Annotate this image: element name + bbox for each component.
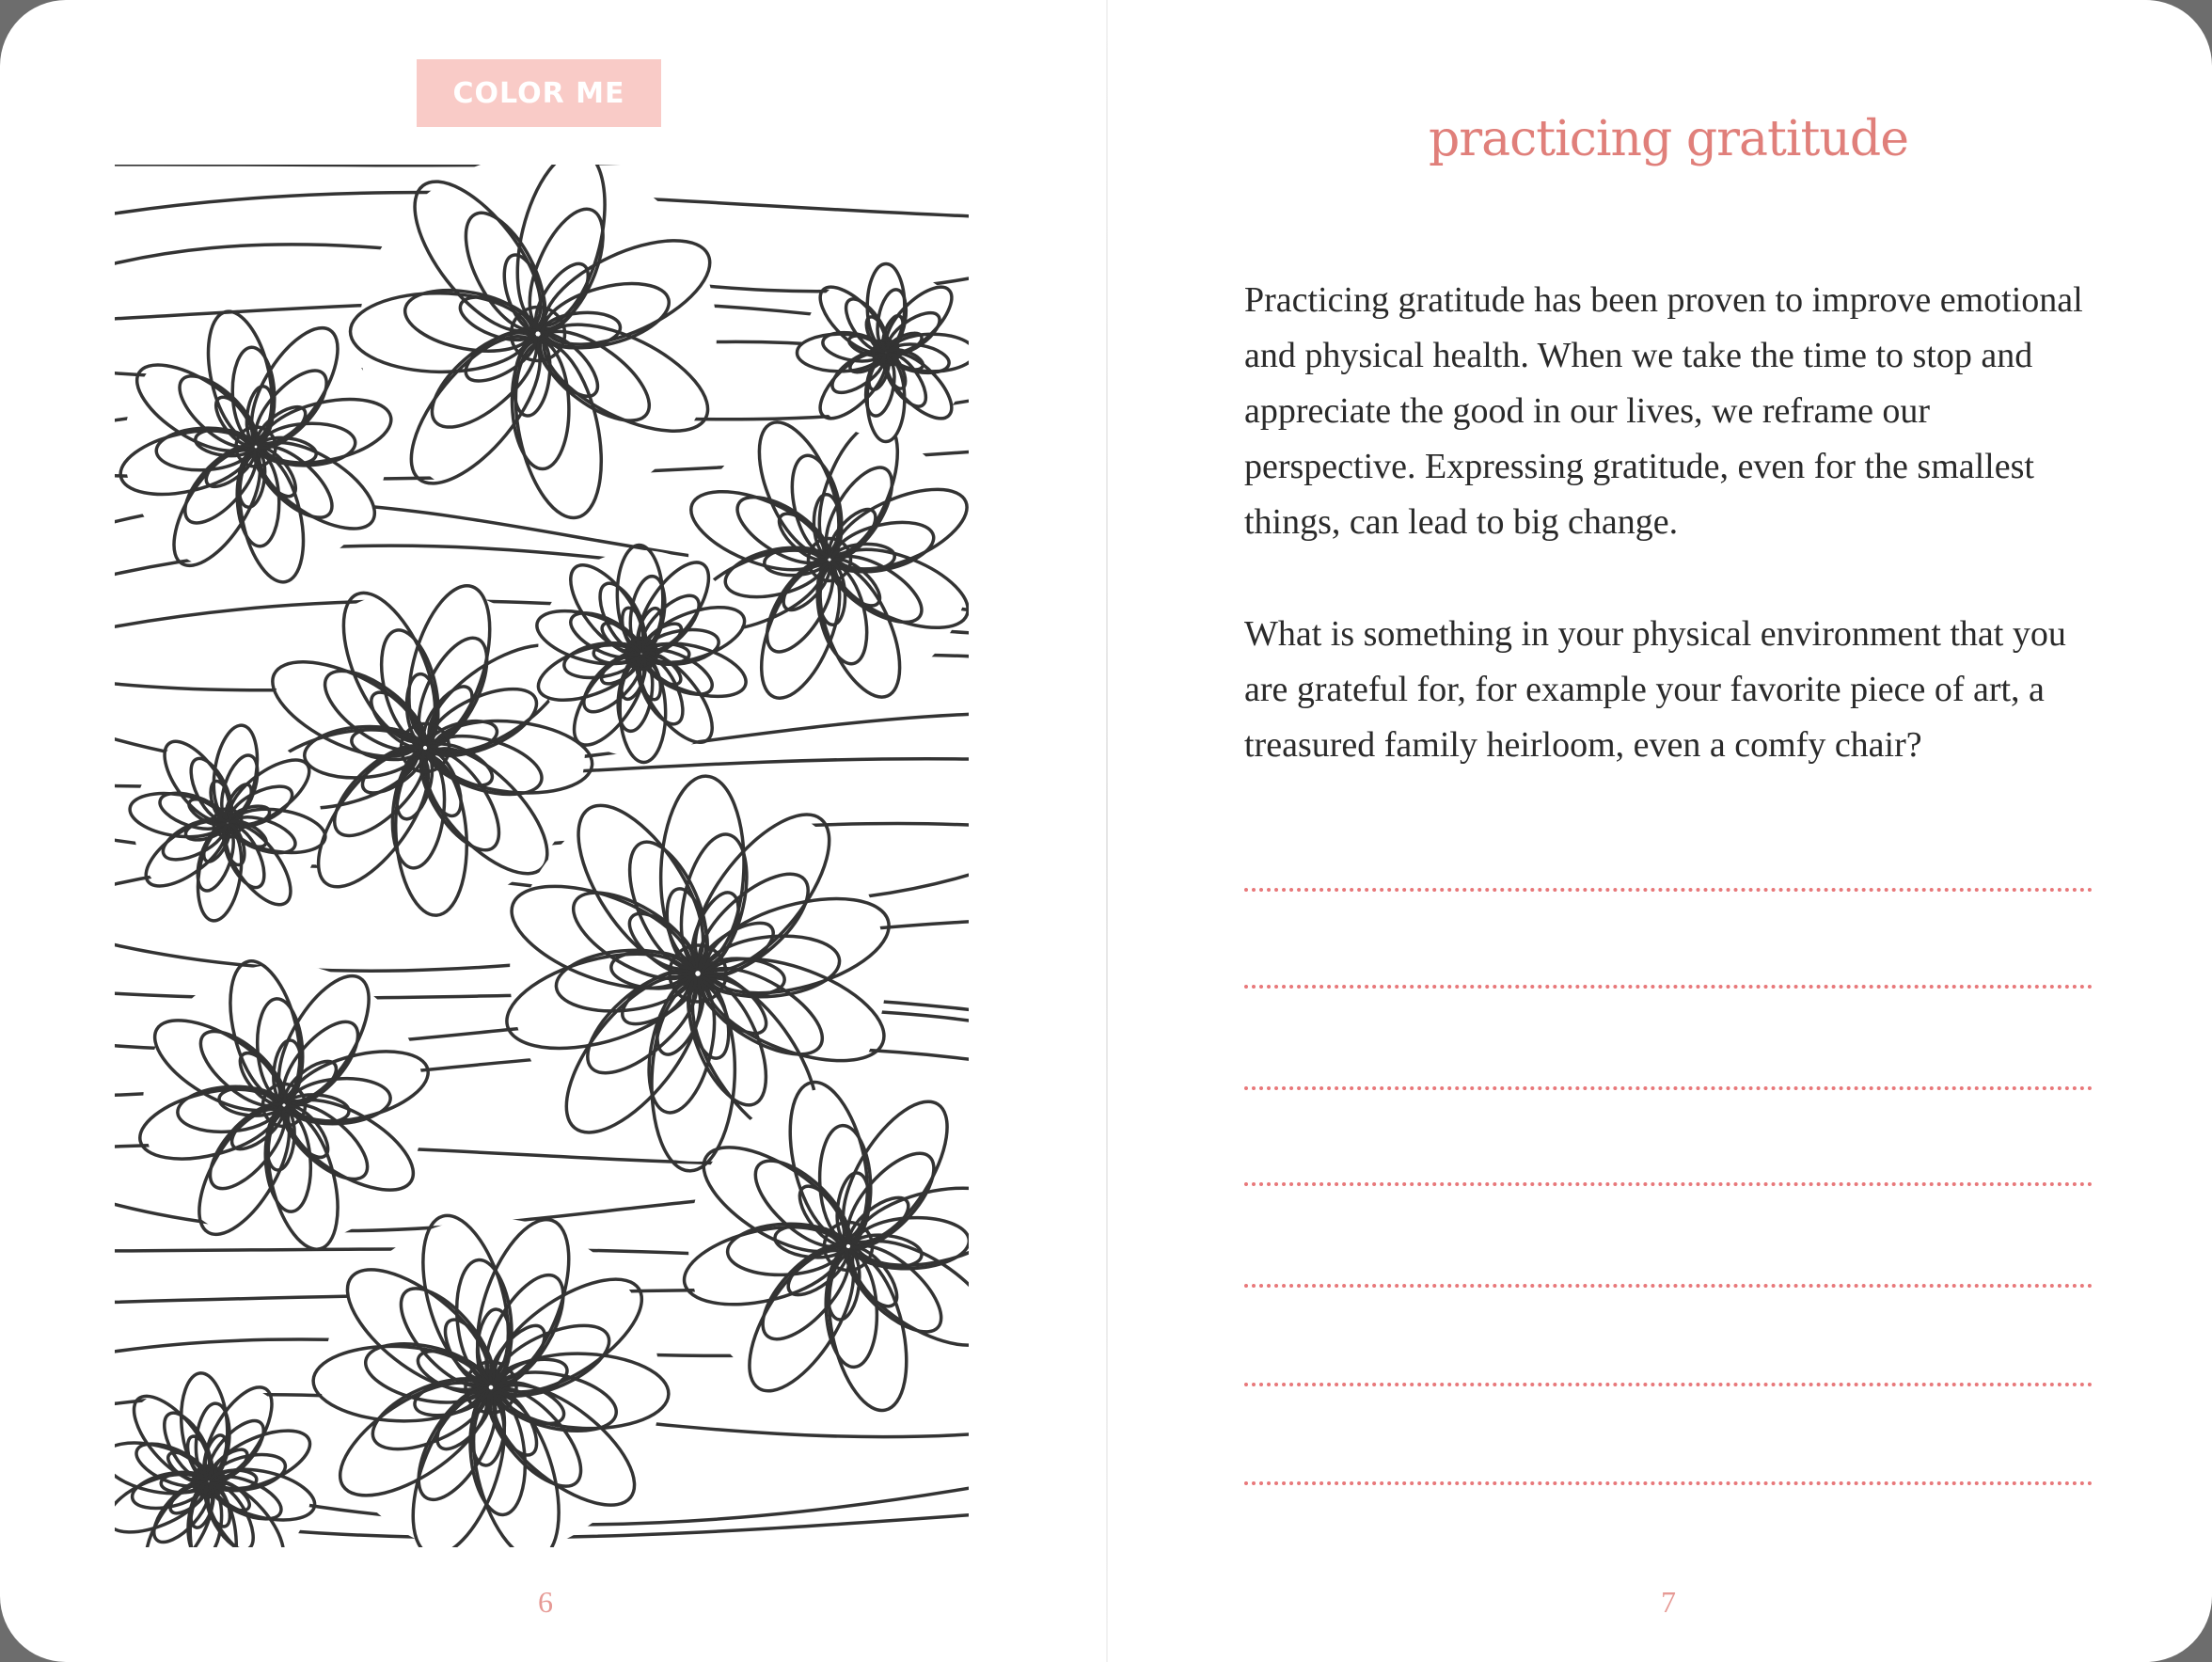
page-title: practicing gratitude: [1429, 111, 1908, 167]
writing-line[interactable]: [1244, 1383, 2093, 1386]
writing-line[interactable]: [1244, 1182, 2093, 1186]
writing-line[interactable]: [1244, 888, 2093, 892]
writing-line[interactable]: [1244, 1284, 2093, 1288]
page-number-right: 7: [1661, 1585, 1676, 1619]
floral-coloring-illustration[interactable]: [115, 165, 969, 1547]
writing-line[interactable]: [1244, 985, 2093, 989]
prompt-paragraph: What is something in your physical environment that you are grateful for, for example your favorite piece of art, a treasured family heirloom, even a comfy chair?: [1244, 614, 2066, 765]
writing-line[interactable]: [1244, 1481, 2093, 1485]
color-me-badge: COLOR ME: [417, 59, 661, 127]
page-number-left: 6: [538, 1585, 553, 1619]
intro-paragraph: Practicing gratitude has been proven to improve emotional and physical health. When we take the time to stop and appreciate the good in our lives, we reframe our perspective. Expressing gratitude, even for the smallest things, can lead to big change.: [1244, 280, 2083, 542]
book-gutter: [1106, 0, 1108, 1662]
writing-line[interactable]: [1244, 1086, 2093, 1090]
